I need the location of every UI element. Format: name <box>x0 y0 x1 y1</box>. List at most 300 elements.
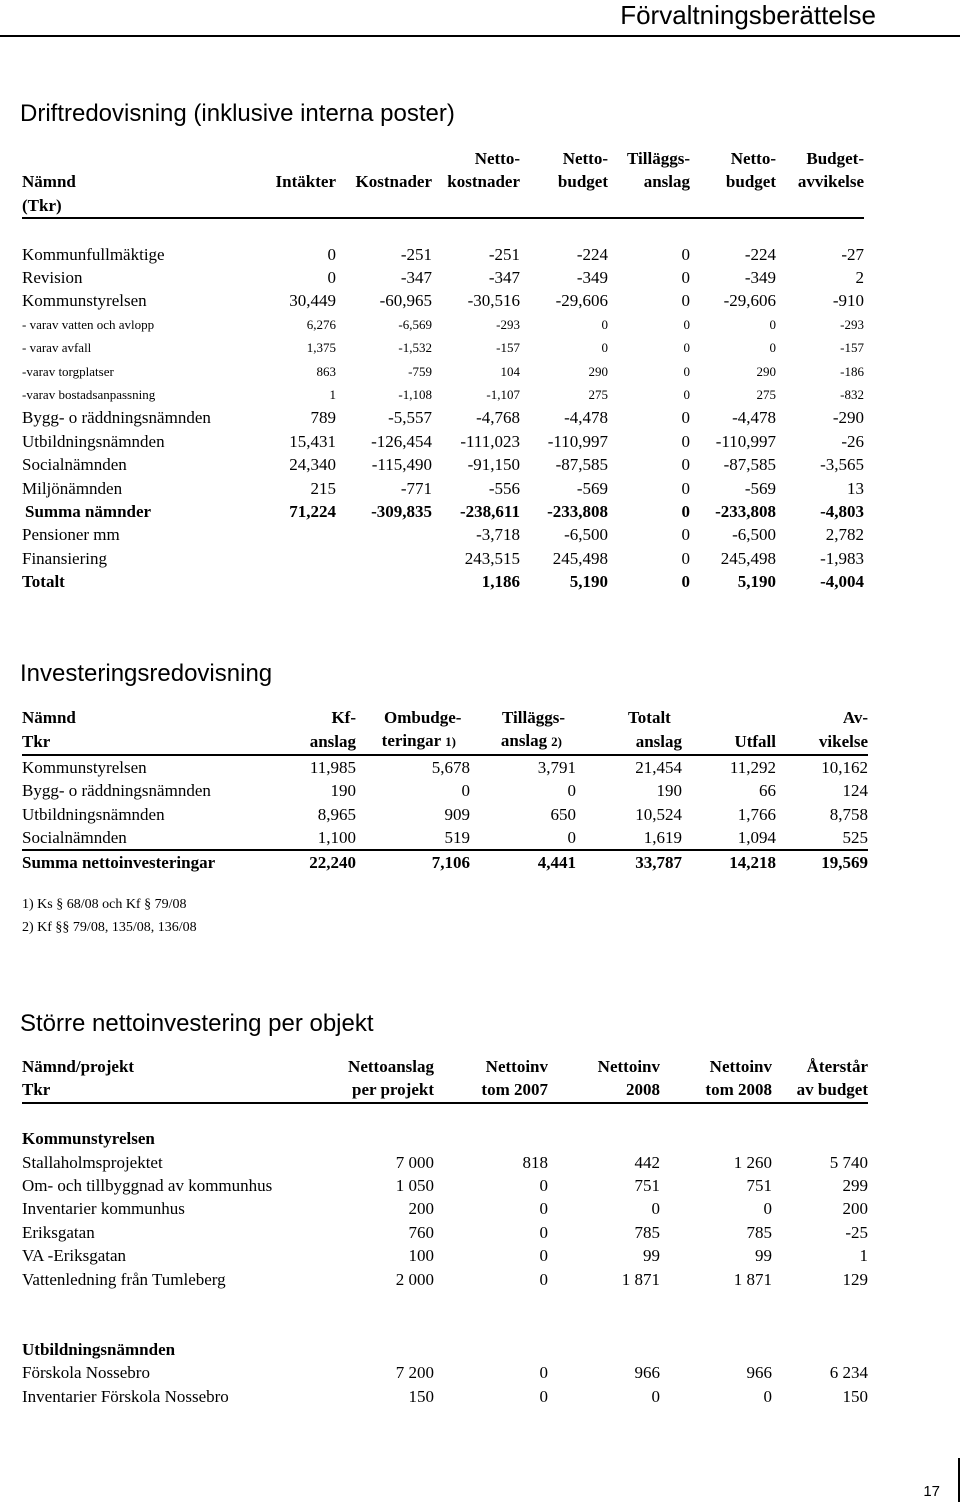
objekt-row-value: 751 <box>746 1176 772 1196</box>
objekt-row-label: Förskola Nossebro <box>22 1363 150 1383</box>
objekt-header-row-2 <box>22 1078 868 1102</box>
objekt-row-value: 966 <box>746 1363 772 1383</box>
drift-row-label: Socialnämnden <box>22 455 127 475</box>
objekt-row-value: 0 <box>539 1269 548 1289</box>
invest-header-cell <box>576 729 682 754</box>
objekt-table <box>22 1055 868 1408</box>
drift-row-label: -varav torgplatser <box>22 363 114 379</box>
header-divider <box>0 35 960 37</box>
drift-row-value: 2 <box>855 268 864 288</box>
drift-row-value <box>262 547 336 570</box>
drift-row-value: 6,276 <box>306 316 336 332</box>
drift-unit-label: (Tkr) <box>22 194 262 218</box>
drift-row-value: -29,606 <box>723 291 776 311</box>
drift-table-row <box>22 266 864 289</box>
drift-row-value: -556 <box>488 478 520 498</box>
objekt-spacer-row <box>22 1314 868 1337</box>
invest-header-row-1 <box>22 706 868 729</box>
drift-row-value: -4,478 <box>564 408 608 428</box>
invest-header-text: anslag <box>500 731 548 751</box>
drift-row-value: -126,454 <box>371 431 432 451</box>
drift-row-value: 275 <box>588 387 608 403</box>
spacer-cell <box>776 218 864 242</box>
invest-row-value: 33,787 <box>576 850 682 874</box>
drift-row-value: -349 <box>576 268 608 288</box>
invest-header-cell <box>470 729 576 754</box>
invest-row-value: 190 <box>330 781 356 801</box>
invest-header-cell: Kf- <box>331 708 356 727</box>
invest-row-value: 1,766 <box>737 804 776 824</box>
drift-row-value: -238,611 <box>460 502 520 522</box>
drift-row-value: -1,107 <box>486 387 520 403</box>
spacer-cell <box>548 1103 660 1127</box>
drift-row-label: Totalt <box>22 572 65 592</box>
drift-row-value: 1 <box>329 387 336 403</box>
objekt-header-cell: tom 2007 <box>434 1078 548 1102</box>
drift-spacer-row <box>22 218 864 242</box>
spacer-cell <box>548 1291 660 1314</box>
drift-row-value: -251 <box>400 244 432 264</box>
objekt-row-label: Inventarier kommunhus <box>22 1199 185 1219</box>
objekt-table-row <box>22 1221 868 1244</box>
objekt-spacer-row <box>22 1291 868 1314</box>
objekt-row-value: 7 200 <box>395 1363 434 1383</box>
drift-row-value: -910 <box>832 291 864 311</box>
objekt-row-value: 818 <box>522 1152 548 1172</box>
invest-row-value: 14,218 <box>682 850 776 874</box>
drift-row-value: 0 <box>601 340 608 356</box>
drift-row-label: - varav avfall <box>22 340 92 356</box>
objekt-row-value: 0 <box>539 1222 548 1242</box>
drift-row-value: -87,585 <box>555 455 608 475</box>
spacer-cell <box>304 1103 434 1127</box>
drift-row-label: Summa nämnder <box>25 502 152 522</box>
drift-row-value: -251 <box>488 244 520 264</box>
drift-table-row <box>22 360 864 383</box>
invest-header-row-2 <box>22 729 868 754</box>
drift-row-value: 290 <box>756 363 776 379</box>
objekt-header-cell: Nettoanslag <box>348 1057 434 1076</box>
invest-header-cell <box>776 729 868 754</box>
objekt-row-label: Eriksgatan <box>22 1222 95 1242</box>
drift-table-row <box>22 570 864 593</box>
objekt-row-value: 99 <box>643 1246 660 1266</box>
drift-row-value: 1,186 <box>481 572 520 592</box>
invest-table-row <box>22 826 868 850</box>
drift-header-top-cell: Netto- <box>562 149 608 168</box>
drift-table-row <box>22 336 864 359</box>
invest-row-value: 519 <box>444 828 470 848</box>
drift-table-row <box>22 289 864 312</box>
spacer-cell <box>548 1314 660 1337</box>
drift-row-value: -115,490 <box>371 455 432 475</box>
spacer-cell <box>772 1314 868 1337</box>
drift-row-value: -157 <box>496 340 520 356</box>
drift-header-top-cell <box>336 147 432 170</box>
objekt-row-value: 129 <box>842 1269 868 1289</box>
drift-row-value: 0 <box>681 268 690 288</box>
objekt-row-value: 0 <box>539 1176 548 1196</box>
invest-header-cell: Tilläggs- <box>502 708 565 727</box>
drift-table-row <box>22 313 864 336</box>
invest-row-value: 66 <box>759 781 776 801</box>
drift-row-value: -1,983 <box>820 548 864 568</box>
invest-header-text: vikelse <box>818 731 868 751</box>
drift-row-value: -224 <box>576 244 608 264</box>
drift-row-value: -5,557 <box>388 408 432 428</box>
objekt-row-value: 1 050 <box>395 1176 434 1196</box>
drift-row-value: 30,449 <box>289 291 336 311</box>
invest-row-value: 5,678 <box>431 757 470 777</box>
invest-header-cell <box>682 729 776 754</box>
drift-table-row <box>22 243 864 266</box>
drift-row-value: 215 <box>310 478 336 498</box>
objekt-row-value: 785 <box>634 1222 660 1242</box>
objekt-group-name: Kommunstyrelsen <box>22 1129 155 1149</box>
drift-row-value: -3,565 <box>820 455 864 475</box>
spacer-cell <box>660 1314 772 1337</box>
drift-row-value: 0 <box>683 340 690 356</box>
drift-table <box>22 147 864 594</box>
objekt-table-row <box>22 1244 868 1267</box>
objekt-row-value: 299 <box>842 1176 868 1196</box>
drift-row-value <box>336 570 432 593</box>
objekt-header-cell: per projekt <box>304 1078 434 1102</box>
objekt-header-cell: Nettoinv <box>485 1057 548 1076</box>
drift-header-cell: budget <box>557 172 608 192</box>
spacer-cell <box>22 1103 304 1127</box>
objekt-row-label: Stallaholmsprojektet <box>22 1152 163 1172</box>
drift-row-value: -290 <box>832 408 864 428</box>
objekt-table-row <box>22 1361 868 1384</box>
spacer-cell <box>772 1291 868 1314</box>
page-header-title: Förvaltningsberättelse <box>620 0 876 30</box>
objekt-group-empty <box>548 1338 660 1361</box>
invest-row-value: 1,619 <box>643 828 682 848</box>
drift-header-empty <box>262 194 336 218</box>
objekt-row-value: 0 <box>763 1199 772 1219</box>
drift-table-row <box>22 547 864 570</box>
objekt-group-empty <box>772 1127 868 1150</box>
drift-header-empty <box>608 194 690 218</box>
objekt-row-value: 100 <box>408 1246 434 1266</box>
objekt-section-title: Större nettoinvestering per objekt <box>20 1010 374 1037</box>
drift-table-row <box>22 453 864 476</box>
spacer-cell <box>22 218 262 242</box>
objekt-header-cell: Nettoinv <box>597 1057 660 1076</box>
drift-row-value: -293 <box>496 316 520 332</box>
spacer-cell <box>434 1103 548 1127</box>
objekt-row-value: 7 000 <box>395 1152 434 1172</box>
invest-row-value: 190 <box>656 781 682 801</box>
objekt-table-row <box>22 1197 868 1220</box>
spacer-cell <box>304 1291 434 1314</box>
drift-row-value: 243,515 <box>464 548 520 568</box>
objekt-group-empty <box>304 1127 434 1150</box>
invest-header-cell: Nämnd <box>22 708 76 727</box>
invest-row-value: 1,100 <box>317 828 356 848</box>
invest-header-text: anslag <box>635 731 682 751</box>
drift-header-top-cell: Budget- <box>806 149 864 168</box>
drift-table-row <box>22 406 864 429</box>
spacer-cell <box>434 1314 548 1337</box>
spacer-cell <box>772 1103 868 1127</box>
spacer-cell <box>520 218 608 242</box>
drift-row-label: Kommunfullmäktige <box>22 244 165 264</box>
invest-row-value: 8,965 <box>317 804 356 824</box>
drift-row-value: -309,835 <box>371 502 432 522</box>
invest-row-value: 3,791 <box>537 757 576 777</box>
drift-row-value: 0 <box>681 572 690 592</box>
drift-header-top-cell: Tilläggs- <box>627 149 690 168</box>
objekt-group-name: Utbildningsnämnden <box>22 1339 176 1359</box>
drift-header-cell: Nämnd <box>22 172 76 192</box>
drift-row-value <box>262 523 336 546</box>
objekt-row-label: VA -Eriksgatan <box>22 1246 127 1266</box>
drift-row-value: -157 <box>840 340 864 356</box>
drift-row-value: -832 <box>840 387 864 403</box>
invest-row-value: 909 <box>444 804 470 824</box>
invest-header-cell <box>356 729 470 754</box>
objekt-group-empty <box>660 1338 772 1361</box>
objekt-row-value: -25 <box>845 1222 868 1242</box>
invest-note-2: 2) Kf §§ 79/08, 135/08, 136/08 <box>22 920 197 935</box>
spacer-cell <box>336 218 432 242</box>
objekt-header-cell: Återstår <box>806 1057 868 1076</box>
objekt-row-label: Inventarier Förskola Nossebro <box>22 1386 229 1406</box>
drift-header-empty <box>336 194 432 218</box>
drift-row-value: 275 <box>756 387 776 403</box>
spacer-cell <box>22 1314 304 1337</box>
objekt-row-value: 5 740 <box>829 1152 868 1172</box>
objekt-group-empty <box>660 1127 772 1150</box>
drift-header-cell: anslag <box>643 172 690 192</box>
drift-row-value: 24,340 <box>289 455 336 475</box>
invest-row-label: Utbildningsnämnden <box>22 804 165 824</box>
objekt-group-empty <box>304 1338 434 1361</box>
drift-row-value: 789 <box>310 408 336 428</box>
drift-row-value: 5,190 <box>737 572 776 592</box>
drift-row-value: -771 <box>400 478 432 498</box>
drift-row-value: -233,808 <box>715 502 776 522</box>
objekt-header-row-1 <box>22 1055 868 1078</box>
invest-header-text: anslag <box>309 731 356 751</box>
objekt-table-row <box>22 1151 868 1174</box>
invest-note-1: 1) Ks § 68/08 och Kf § 79/08 <box>22 897 187 912</box>
drift-header-top-cell <box>22 147 262 170</box>
drift-row-value: -569 <box>576 478 608 498</box>
drift-row-value: -186 <box>840 363 864 379</box>
drift-header-cell: avvikelse <box>797 172 864 192</box>
drift-row-value: -3,718 <box>476 525 520 545</box>
drift-row-label: Utbildningsnämnden <box>22 431 165 451</box>
drift-row-value: -1,532 <box>398 340 432 356</box>
drift-row-value: 0 <box>681 502 690 522</box>
drift-row-value: -349 <box>744 268 776 288</box>
objekt-row-value: 0 <box>539 1246 548 1266</box>
spacer-cell <box>432 218 520 242</box>
drift-row-value: 0 <box>769 316 776 332</box>
drift-header-top-cell: Netto- <box>730 149 776 168</box>
drift-row-label: Pensioner mm <box>22 525 120 545</box>
drift-header-cell: kostnader <box>447 172 520 192</box>
drift-row-value: 0 <box>601 316 608 332</box>
drift-row-value: -87,585 <box>723 455 776 475</box>
drift-row-value: 0 <box>681 478 690 498</box>
drift-row-value: -1,108 <box>398 387 432 403</box>
drift-header-row-3 <box>22 194 864 218</box>
drift-row-value: 0 <box>683 387 690 403</box>
invest-header-text: teringar <box>381 731 442 751</box>
drift-row-value: -27 <box>841 244 864 264</box>
invest-header-cell: Av- <box>842 708 868 727</box>
drift-row-label: -varav bostadsanpassning <box>22 387 156 403</box>
drift-row-value: -26 <box>841 431 864 451</box>
drift-row-value: 245,498 <box>552 548 608 568</box>
drift-row-value: -6,569 <box>398 316 432 332</box>
objekt-group-empty <box>548 1127 660 1150</box>
spacer-cell <box>608 218 690 242</box>
invest-row-value: 0 <box>567 781 576 801</box>
invest-row-value: 7,106 <box>356 850 470 874</box>
drift-header-empty <box>432 194 520 218</box>
objekt-row-value: 1 260 <box>733 1152 772 1172</box>
drift-row-value: 2,782 <box>825 525 864 545</box>
drift-row-label: Miljönämnden <box>22 478 123 498</box>
drift-row-value <box>262 570 336 593</box>
drift-row-value: 245,498 <box>720 548 776 568</box>
spacer-cell <box>660 1291 772 1314</box>
invest-section-title: Investeringsredovisning <box>20 660 273 687</box>
objekt-row-value: 99 <box>755 1246 772 1266</box>
drift-row-value: 1,375 <box>306 340 336 356</box>
drift-row-value: 290 <box>588 363 608 379</box>
invest-row-value: 8,758 <box>829 804 868 824</box>
spacer-cell <box>22 1291 304 1314</box>
invest-header-cell: Ombudge- <box>384 708 462 727</box>
objekt-row-value: 0 <box>539 1386 548 1406</box>
invest-table-row <box>22 779 868 802</box>
drift-table-row <box>22 477 864 500</box>
objekt-row-value: 785 <box>746 1222 772 1242</box>
drift-row-value: 0 <box>681 408 690 428</box>
drift-row-value: 0 <box>681 548 690 568</box>
invest-footnote-ref: 1) <box>445 734 456 750</box>
drift-header-top-cell <box>262 147 336 170</box>
invest-row-value: 10,162 <box>821 757 868 777</box>
drift-row-value: -4,768 <box>476 408 520 428</box>
drift-row-value: 0 <box>681 291 690 311</box>
invest-row-value: 4,441 <box>470 850 576 874</box>
drift-row-value: -224 <box>744 244 776 264</box>
invest-row-label: Summa nettoinvesteringar <box>22 850 274 874</box>
drift-row-value: 0 <box>681 244 690 264</box>
objekt-row-label: Vattenledning från Tumleberg <box>22 1269 226 1289</box>
objekt-group-row <box>22 1338 868 1361</box>
spacer-cell <box>304 1314 434 1337</box>
objekt-row-value: 150 <box>408 1386 434 1406</box>
drift-row-value: -110,997 <box>715 431 776 451</box>
objekt-header-cell: Nettoinv <box>709 1057 772 1076</box>
invest-table-row <box>22 803 868 826</box>
invest-row-value: 10,524 <box>635 804 682 824</box>
drift-row-label: Finansiering <box>22 548 107 568</box>
invest-row-label: Socialnämnden <box>22 828 127 848</box>
drift-header-cell: Intäkter <box>275 172 336 192</box>
invest-row-label: Bygg- o räddningsnämnden <box>22 781 211 801</box>
invest-row-value: 0 <box>567 828 576 848</box>
objekt-group-empty <box>434 1338 548 1361</box>
invest-header-cell <box>274 729 356 754</box>
objekt-row-value: 1 871 <box>621 1269 660 1289</box>
invest-header-text: Utfall <box>734 731 776 751</box>
drift-row-value: -6,500 <box>564 525 608 545</box>
drift-row-value: -347 <box>400 268 432 288</box>
invest-header-cell: Totalt <box>628 708 671 727</box>
drift-row-value: -4,004 <box>820 572 864 592</box>
invest-table-row <box>22 755 868 779</box>
objekt-table-row <box>22 1385 868 1408</box>
drift-header-empty <box>690 194 776 218</box>
objekt-row-value: 1 <box>859 1246 868 1266</box>
invest-table <box>22 706 868 875</box>
objekt-row-value: 0 <box>651 1386 660 1406</box>
invest-row-value: 11,292 <box>729 757 776 777</box>
invest-row-value: 650 <box>550 804 576 824</box>
invest-table-row <box>22 850 868 874</box>
drift-row-value: 0 <box>683 316 690 332</box>
invest-row-label: Kommunstyrelsen <box>22 757 147 777</box>
invest-row-value: 124 <box>842 781 868 801</box>
objekt-spacer-row <box>22 1103 868 1127</box>
drift-row-value: -60,965 <box>379 291 432 311</box>
drift-row-value: -29,606 <box>555 291 608 311</box>
drift-row-value: -293 <box>840 316 864 332</box>
drift-row-value: -111,023 <box>460 431 520 451</box>
drift-row-value: -6,500 <box>732 525 776 545</box>
drift-row-value <box>336 547 432 570</box>
objekt-group-empty <box>772 1338 868 1361</box>
spacer-cell <box>262 218 336 242</box>
objekt-header-cell: 2008 <box>548 1078 660 1102</box>
drift-row-value: -4,478 <box>732 408 776 428</box>
drift-table-row <box>22 430 864 453</box>
drift-row-value: 104 <box>500 363 520 379</box>
invest-row-value: 22,240 <box>274 850 356 874</box>
objekt-header-cell: tom 2008 <box>660 1078 772 1102</box>
objekt-row-value: 0 <box>651 1199 660 1219</box>
drift-row-value: -4,803 <box>820 502 864 522</box>
objekt-row-value: 150 <box>842 1386 868 1406</box>
drift-row-value: 0 <box>681 525 690 545</box>
objekt-row-value: 0 <box>539 1363 548 1383</box>
drift-row-value: 0 <box>327 244 336 264</box>
invest-row-value: 11,985 <box>309 757 356 777</box>
invest-header-cell <box>22 729 274 754</box>
invest-header-cell <box>682 706 776 729</box>
spacer-cell <box>690 218 776 242</box>
objekt-row-value: 200 <box>408 1199 434 1219</box>
objekt-group-empty <box>434 1127 548 1150</box>
drift-row-value: -347 <box>488 268 520 288</box>
invest-row-value: 525 <box>842 828 868 848</box>
drift-row-value: -91,150 <box>467 455 520 475</box>
drift-header-row-2 <box>22 170 864 193</box>
drift-row-value: 71,224 <box>289 502 336 522</box>
drift-header-cell: Kostnader <box>355 172 432 192</box>
invest-row-value: 21,454 <box>635 757 682 777</box>
drift-header-top-cell: Netto- <box>474 149 520 168</box>
